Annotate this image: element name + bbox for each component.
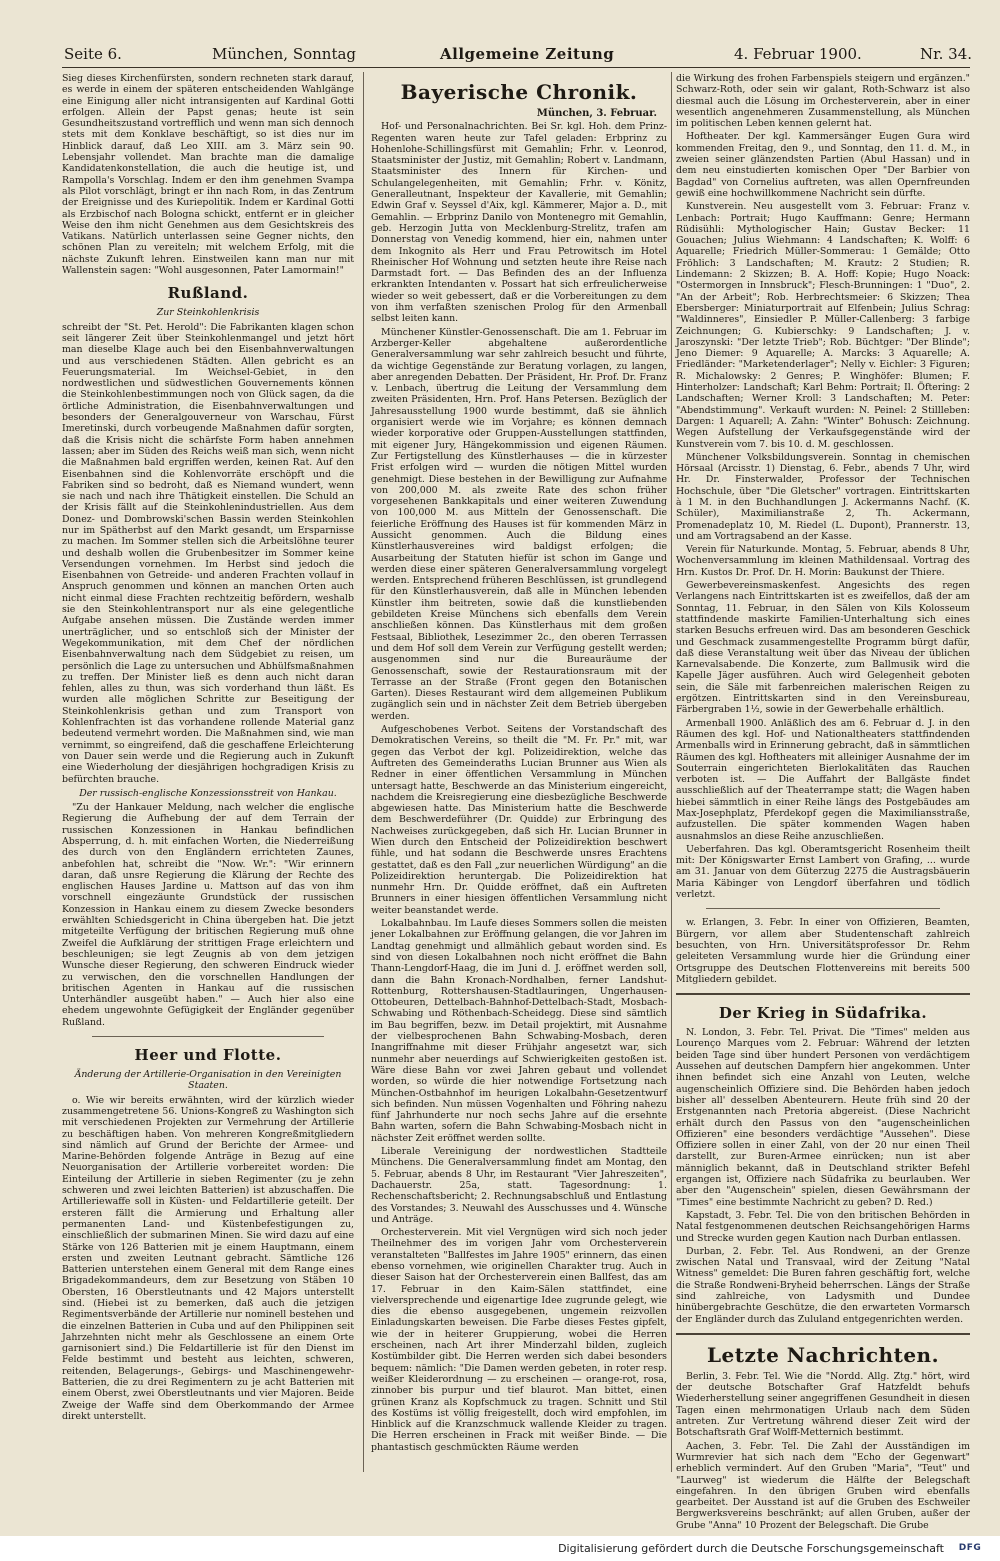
paper-title: Allgemeine Zeitung [440, 45, 615, 63]
article-text: Kunstverein. Neu ausgestellt vom 3. Februar: Franz v. Lenbach: Portrait; Hugo Kauffmann: Genre; Hermann Rüdisühli: Mythologischer Hain; Gustav Becker: 11 Gouachen; Julius Wiehmann: 4 Landschaften; K. Wolff: 6 Aquarelle; Friedrich Müller-Sommerau: 1 Gemälde; Otto Fröhlich: 3 Landschaften; M. Krautz: 2 Studien; R. Lindemann: 2 Skizzen; B. A. Hoff: Kopie; Hugo Noack: "Ostermorgen in Innsbruck"; Flesch-Brunningen: 1 "Duo", 2. "An der Arbeit"; Rob. Herbrechtsmeier: 6 Skizzen; Thea Ebersberger: Miniaturportrait auf Elfenbein; Julius Schrag: "Waldinneres", Einsiedler P. Müller-Callenberg: 3 farbige Zeichnungen; G. Kubierschky: 9 Landschaften; J. v. Jaroszynski: "Der letzte Trieb"; Rob. Büchtger: "Der Blinde"; Jeno Diemer: 9 Aquarelle; A. Marcks: 3 Aquarelle; A. Friedländer: "Marketenderlager"; Nelly v. Eichler: 3 Figuren; R. Michalowsky: 2 Genres; P. Winghöfer: Blumen; F. Hinterholzer: Landschaft; Karl Behm: Portrait; Il. Öftering: 2 Landschaften; Werner Kroll: 3 Landschaften; M. Peter: "Abendstimmung". Verkauft wurden: N. Peinel: 2 Stillleben: Dargen: 1 Aquarell; A. Zahn: "Winter" Bohusch: Zeichnung. Wegen Aufstellung der Verkaufsgegenstände wird der Kunstverein vom 7. bis 10. d. M. geschlossen. [676, 201, 970, 450]
article-text: Verein für Naturkunde. Montag, 5. Februar, abends 8 Uhr, Wochenversammlung im kleinen Mathildensaal. Vortrag des Hrn. Kustos Dr. Prof. Dr. H. Morin: Baukunst der Thiere. [676, 544, 970, 578]
column-left [62, 73, 354, 1473]
article-subheading: Der russisch-englische Konzessionsstreit von Hankau. [79, 787, 337, 799]
article-text: Orchesterverein. Mit viel Vergnügen wird sich noch jeder Theilnehmer des im vorigen Jahr vom Orchesterverein veranstalteten "Ballfestes im Jahre 1905" erinnern, das einen ebenso vornehmen, wie originellen Charakter trug. Auch in dieser Saison hat der Orchesterverein einen Ballfest, das am 17. Februar in den Kaim-Sälen stattfindet, eine vielversprechende und eigenartige Idee zugrunde gelegt, wie dies die ebenso ausgegebenen, ungemein reizvollen Einladungskarten beweisen. Die Farbe dieses Festes gipfelt, wie der in heiterer Gruppierung, wobei die Herren erscheinen, nach Art ihrer Minderzahl bilden, zugleich Kostümbilder gibt. Die Herren werden sich dabei besonders bequem: nämlich: "Die Damen werden gebeten, in roter resp. weißer Kleiderordnung — zu erscheinen — orange-rot, rosa, zinnober bis purpur und tief blaurot. Man bittet, einen grünen Kranz als Kopfschmuck zu tragen. Schnitt und Stil des Kostüms ist völlig freigestellt, doch wird empfohlen, im Hinblick auf die Kranzschmuck wallende Kleider zu tragen. Die Herren erscheinen in Frack mit weißer Binde. — Die phantastisch geschmückten Räume werden [371, 1227, 667, 1453]
article-text: Hoftheater. Der kgl. Kammersänger Eugen Gura wird kommenden Freitag, den 9., und Sonntag, den 11. d. M., in zweien seiner glänzendsten Partien (Abul Hassan) und in dem neu einstudierten komischen Oper "Der Barbier von Bagdad" von Cornelius auftreten, was allen Opernfreunden gewiß eine hochwillkommene Nachricht sein dürfte. [676, 131, 970, 199]
dfg-logo [950, 1540, 990, 1556]
funding-credit: Digitalisierung gefördert durch die Deutsche Forschungsgemeinschaft [558, 1542, 944, 1555]
article-text: Aachen, 3. Febr. Tel. Die Zahl der Ausständigen im Wurmrevier hat sich nach dem "Echo der Gegenwart" erheblich vermindert. Auf den Gruben "Maria", "Teut" und "Laurweg" ist wiederum die Hälfte der Belegschaft eingefahren. In den übrigen Gruben wird ebenfalls gearbeitet. Der Ausstand ist auf die Gruben des Eschweiler Bergwerksvereins beschränkt; auf allen Gruben, außer der Grube "Anna" 10 Prozent der Belegschaft. Die Grube [676, 1440, 970, 1531]
dfg-logo-text: DFG [958, 1543, 982, 1553]
column-rule [671, 72, 672, 1472]
section-heading-krieg: Der Krieg in Südafrika. [718, 1004, 928, 1023]
section-divider [676, 1333, 970, 1335]
article-subheading: Änderung der Artillerie-Organisation in den Vereinigten Staaten. [74, 1069, 342, 1092]
place-day: München, Sonntag [212, 45, 357, 63]
issue-number: Nr. 34. [920, 45, 973, 63]
article-text: Münchener Künstler-Genossenschaft. Die am 1. Februar im Arzberger-Keller abgehaltene außerordentliche Generalversammlung war sehr zahlreich besucht und führte, da wichtige Gegenstände zur Beratung vorlagen, zu langen, aber anregenden Debatten. Der Präsident, Hr. Prof. Dr. Franz v. Lenbach, übertrug die Leitung der Versammlung dem zweiten Präsidenten, Hrn. Prof. Hans Petersen. Bezüglich der Jahresausstellung 1900 wurde bestimmt, daß sie ähnlich organisiert werde wie im Vorjahre; es können demnach wieder korporative oder Gruppen-Ausstellungen stattfinden, mit eigener Jury, Hängekommission und eigenen Räumen. Zur Fertigstellung des Künstlerhauses — die in kürzester Frist erfolgen wird — wurden die nötigen Mittel wurden genehmigt. Diese bestehen in der Bewilligung zur Aufnahme von 200,000 M. als zweite Rate des schon früher vorgesehenen Bankkapitals und einer weiteren Zuwendung von 100,000 M. aus Mitteln der Genossenschaft. Die feierliche Eröffnung des Hauses ist für kommenden März in Aussicht genommen. Auch die Bildung eines Künstlerhausvereines wird baldigst erfolgen; die Ausarbeitung der Statuten hiefür ist schon im Gange und werden diese einer späteren Generalversammlung vorgelegt werden. Entsprechend früheren Beschlüssen, ist grundlegend für den Künstlerhausverein, daß alle in München lebenden Künstler ihm beitreten, sowie daß die kunstliebenden gebildeten Kreise Münchens sich ebenfalls dem Verein anschließen können. Das Künstlerhaus mit dem großen Festsaal, Bibliothek, Lesezimmer 2c., den oberen Terrassen und dem Hof soll dem Verein zur Verfügung gestellt werden; ausgenommen sind nur die Bureauräume der Genossenschaft, sowie der Restaurationsraum mit der Terrasse an der Straße (Front gegen den Botanischen Garten). Dieses Restaurant wird dem allgemeinen Publikum zugänglich sein und in nächster Zeit dem Betrieb übergeben werden. [371, 326, 667, 722]
page-number: Seite 6. [64, 45, 122, 63]
article-subheading: Zur Steinkohlenkrisis [156, 307, 260, 319]
article-text: Münchener Volksbildungsverein. Sonntag in chemischen Hörsaal (Arcisstr. 1) Dienstag, 6. Febr., abends 7 Uhr, wird Hr. Dr. Finsterwalder, Professor der Technischen Hochschule, über "Die Gletscher" vortragen. Eintrittskarten à 1 M. in den Buchhandlungen J. Ackermanns Nachf. (K. Schüler), Maximilianstraße 2, Th. Ackermann, Promenadeplatz 10, M. Riedel (L. Dupont), Prannerstr. 13, und am Vortragsabend an der Kasse. [676, 451, 970, 542]
section-divider [676, 993, 970, 995]
article-text: Berlin, 3. Febr. Tel. Wie die "Nordd. Allg. Ztg." hört, wird der deutsche Botschafter Graf Hatzfeldt behufs Wiederherstellung seiner angegriffenen Gesundheit in diesen Tagen einen mehrmonatigen Urlaub nach dem Süden antreten. Zur Vertretung während dieser Zeit wird der Botschaftsrath Graf Wolff-Metternich bestimmt. [676, 1370, 970, 1439]
column-rule [363, 72, 364, 1472]
article-text: "Zu der Hankauer Meldung, nach welcher die englische Regierung die Aufhebung der auf dem Terrain der russischen Konzessionen in Hankau befindlichen Absperrung, d. h. mit einfachen Worten, die Niederreißung des durch von den Engländern errichteten Zaunes, anbefohlen hat, schreibt die "Now. Wr.": "Wir erinnern daran, daß unsre Regierung die Klärung der Rechte des englischen Hauses Jardine u. Mattson auf das von ihm vorschnell eingezäunte Grundstück der russischen Konzession in Hankau einem zu diesem Zwecke besonders erwählten Schiedsgericht in China übergeben hat. Die jetzt mitgeteilte Verfügung der britischen Regierung muß ohne Zweifel die Aufklärung der strittigen Frage erleichtern und beschleunigen; sie legt Zeugnis ab von dem jetzigen Wunsche dieser Regierung, den schweren Eindruck wieder zu verwischen, den die vorschnellen Handlungen der britischen Agenten in Hankau auf die russischen Unterhändler ausgeübt haben." — Auch hier also eine ehedem ungewohnte Gefügigkeit der Engländer gegenüber Rußland. [62, 802, 354, 1028]
article-text: N. London, 3. Febr. Tel. Privat. Die "Times" melden aus Lourenço Marques vom 2. Februar: Während der letzten beiden Tage sind über hundert Personen von verdächtigem Aussehen auf deutschen Dampfern hier angekommen. Unter ihnen befindet sich eine Anzahl von Leuten, welche augenscheinlich Offiziere sind. Die Behörden haben jedoch bisher all' desselben Abenteurern. Heute früh sind 20 der Erstgenannten nach Pretoria abgereist. (Diese Nachricht erhält durch den Passus von den "augenscheinlichen Offizieren" eine besonders verdächtige "Aussehen". Diese Offiziere sollen in einer Zahl, von der 20 nur einen Theil darstellt, zur Buren-Armee einrücken; nun ist aber männiglich bekannt, daß in Deutschland strikter Befehl ergangen ist, Offiziere nach Südafrika zu beurlauben. Wer aber den "Augenschein" spielen, diesen Gewährsmann der "Times" eine bestimmte Nachricht zu geben? D. Red.) [676, 1027, 970, 1208]
article-text: Aufgeschobenes Verbot. Seitens der Vorstandschaft des Demokratischen Vereins, so theilt die "M. Fr. Pr." mit, war gegen das Verbot der kgl. Polizeidirektion, welche das Auftreten des Gemeinderaths Lucian Brunner aus Wien als Redner in einer öffentlichen Versammlung in München untersagt hatte, Beschwerde an das Ministerium eingereicht, nachdem die Kreisregierung eine diesbezügliche Beschwerde abgewiesen hatte. Das Ministerium hatte die Beschwerde dem Beschwerdeführer (Dr. Quidde) zur Erbringung des Nachweises zurückgegeben, daß sich Hr. Lucian Brunner in Wien durch den Entscheid der Polizeidirektion beschwert fühle, und hat sodann die Beschwerde unsres Erachtens gestattet, daß es den Fall „zur neuerlichen Würdigung" an die Polizeidirektion heruntergab. Die Polizeidirektion hat nunmehr Hrn. Dr. Quidde eröffnet, daß ein Auftreten Brunners in einer hiesigen öffentlichen Versammlung nicht weiter beanstandet werde. [371, 724, 667, 916]
issue-date: 4. Februar 1900. [734, 45, 862, 63]
article-text: Lokalbahnbau. Im Laufe dieses Sommers sollen die meisten jener Lokalbahnen zur Eröffnung gelangen, die vor Jahren im Landtag genehmigt und allmählich gebaut worden sind. Es sind von diesen Lokalbahnen noch nicht eröffnet die Bahn Thann-Lengdorf-Haag, die im Juni d. J. eröffnet werden soll, dann die Bahn Kronach-Nordhalben, ferner Landshut-Rottenburg, Rottershausen-Stadtlauringen, Ungerhausen-Ottobeuren, Dettelbach-Bahnhof-Dettelbach-Stadt, Mosbach-Schwabing und Röthenbach-Scheidegg. Diese sind sämtlich im Bau begriffen, bezw. im Detail projektirt, mit Ausnahme der vielbesprochenen Bahn Schwabing-Mosbach, deren Inangriffnahme mit dieser Frühjahr angesetzt war, sich nunmehr aber neuerdings auf Schwierigkeiten gestoßen ist. Wäre diese Bahn vor zwei Jahren gebaut und vollendet worden, so würde die hier notwendige Fortsetzung nach München-Ostbahnhof im heurigen Lokalbahn-Gesetzentwurf sich befinden. Nun müssen Vogenhalten und Föhring nahezu fünf Jahrhunderte nur noch sechs Jahre auf die ersehnte Bahn warten, sofern die Bahn Schwabing-Mosbach nicht in nächster Zeit eröffnet werden sollte. [371, 918, 667, 1144]
article-text: Hof- und Personalnachrichten. Bei Sr. kgl. Hoh. dem Prinz-Regenten waren heute zur Tafel geladen: Erbprinz zu Hohenlohe-Schillingsfürst mit Gemahlin; Frhr. v. Leonrod, Staatsminister der Justiz, mit Gemahlin; Robert v. Landmann, Staatsminister des Innern für Kirchen- und Schulangelegenheiten, mit Gemahlin; Frhr. v. Könitz, Generalleutnant, Inspekteur der Kavallerie, mit Gemahlin; Edwin Graf v. Seyssel d'Aix, kgl. Kämmerer, Major a. D., mit Gemahlin. — Erbprinz Danilo von Montenegro mit Gemahlin, geb. Herzogin Jutta von Mecklenburg-Strelitz, trafen am Donnerstag von Venedig kommend, hier ein, nahmen unter dem Inkognito als Herr und Frau Petrowitsch im Hotel Rheinischer Hof Wohnung und setzten heute ihre Reise nach Darmstadt fort. — Das Befinden des an der Influenza erkrankten Intendanten v. Possart hat sich erfreulicherweise wieder so weit gebessert, daß er die Vorbereitungen zu dem von ihm verfaßten szenischen Prolog für den Armenball selbst leiten kann. [371, 121, 667, 325]
digitization-footer [0, 1536, 1000, 1561]
section-heading-russland: Rußland. [167, 284, 249, 303]
section-heading-heer: Heer und Flotte. [134, 1046, 282, 1065]
article-text: Kapstadt, 3. Febr. Tel. Die von den britischen Behörden in Natal festgenommenen deutschen Reichsangehörigen Harms und Strecke wurden gegen Kaution nach Durban entlassen. [676, 1209, 970, 1244]
column-right [676, 73, 970, 1531]
section-divider [92, 1036, 324, 1037]
article-text: w. Erlangen, 3. Febr. In einer von Offizieren, Beamten, Bürgern, vor allem aber Studentenschaft zahlreich besuchten, von Hrn. Universitätsprofessor Dr. Rehm geleiteten Versammlung wurde hier die Gründung einer Ortsgruppe des Deutschen Flottenvereins mit bereits 500 Mitgliedern gebildet. [676, 917, 970, 985]
article-text: Gewerbevereinsmaskenfest. Angesichts des regen Verlangens nach Eintrittskarten ist es zweifellos, daß der am Sonntag, 11. Februar, in den Sälen von Kils Kolosseum stattfindende maskirte Familien-Unterhaltung sich eines starken Besuchs erfreuen wird. Das am besonderen Geschick und Geschmack zusammengestellte Programm bürgt dafür, daß diese Veranstaltung weit über das Niveau der üblichen Karnevalsabende. Die Konzerte, zum Ballmusik wird die Kapelle Jäger ausführen. Auch wird Gelegenheit geboten sein, die Säle mit farbenreichen malerischen Reigen zu ergötzen. Eintrittskarten sind in den Vereinsbureau, Färbergraben 1½, sowie in der Gewerbehalle erhältlich. [676, 580, 970, 716]
article-text: Sieg dieses Kirchenfürsten, sondern rechneten stark darauf, es werde in einem der späteren entscheidenden Wahlgänge eine Einigung aller nicht intransigenten auf Kardinal Gotti erfolgen. Allein der Papst genas; heute ist sein Gesundheitszustand vortrefflich und wenn man sich dennoch stets mit dem Konklave beschäftigt, so ist dies nur im Hinblick darauf, daß Leo XIII. am 3. März sein 90. Lebensjahr vollendet. Man brachte man die damalige Kandidatenkonstellation, die auch die heutige ist, und Rampolla's Vorschlag. Indem er den ihm genehmen Svampa als Pilot vorschlägt, bringt er ihn nach Rom, in das Zentrum der Ereignisse und des Kuriepolitik. Indem er Kardinal Gotti als Erzbischof nach Bologna schickt, entfernt er in gleicher Weise den ihm nicht Genehmen aus dem Gesichtskreis des Vatikans. Natürlich unterlassen seine Gegner nichts, den schönen Plan zu vereiteln; mit welchem Erfolg, mit die nächste Zukunft lehren. Einstweilen kann man nur mit Wallenstein sagen: "Wohl ausgesonnen, Pater Lamormain!" [62, 73, 354, 277]
section-heading-bayerische-chronik: Bayerische Chronik. [400, 80, 638, 104]
article-text: schreibt der "St. Pet. Herold": Die Fabrikanten klagen schon seit längerer Zeit über Steinkohlenmangel und jetzt hört man dieselbe Klage auch bei den Eisenbahnverwaltungen und aus verschiedenen Städten. Allen gebricht es an Feuerungsmaterial. Im Weichsel-Gebiet, in den nordwestlichen und südwestlichen Gouvernements können die Steinkohlenbestimmungen noch von Glück sagen, da die örtliche Administration, die Eisenbahnverwaltungen und besonders der Generalgouverneur von Warschau, Fürst Imeretinski, durch vorbeugende Maßnahmen dafür sorgten, daß die Krisis nicht die schärfste Form haben annehmen lassen; aber im Süden des Reichs weiß man sich, wenn nicht die Maßnahmen bald ergriffen werden, keinen Rat. Auf den Eisenbahnen sind die Kohlenvorräte erschöpft und die Fabriken sind so bedroht, daß es Niemand wundert, wenn sie nach und nach ihre Thätigkeit einstellen. Die Schuld an der Krisis fällt auf die Steinkohlenindustriellen. Aus dem Donez- und Dombrowski'schen Bassin werden Steinkohlen nur im Spätherbst auf den Markt gesandt, um Ersparnisse zu machen. Im Sommer stellen sich die Arbeitslöhne teurer und deshalb wollen die Grubenbesitzer im Sommer keine Versendungen vornehmen. Im Herbst sind jedoch die Eisenbahnen von Getreide- und anderen Frachten vollauf in Anspruch genommen und können an manchen Orten auch nicht einmal diese Frachten rechtzeitig befördern, weshalb sie den Steinkohlentransport nur als eine gelegentliche Aufgabe ansehen müssen. Die Zustände werden immer unerträglicher, und so entschloß sich der Minister der Wegekommunikation, mit dem Chef der nördlichen Eisenbahnverwaltung nach dem Südgebiet zu reisen, um persönlich die Lage zu untersuchen und Abhülfsmaßnahmen zu treffen. Der Minister ließ es denn auch nicht daran fehlen, alles zu thun, was sich vorderhand thun läßt. Es wurden alle möglichen Schritte zur Beseitigung der Steinkohlenkrisis gethan und zum Transport von Kohlenfrachten ist das vorhandene rollende Material ganz bedeutend vermehrt worden. Die Maßnahmen sind, wie man vernimmt, so eingreifend, daß die geschaffene Erleichterung von Dauer sein werde und die Regierung auch in Zukunft eine Wiederholung der diesjährigen hochgradigen Krisis zu befürchten brauche. [62, 321, 354, 785]
masthead [62, 40, 973, 68]
article-text: Armenball 1900. Anläßlich des am 6. Februar d. J. in den Räumen des kgl. Hof- und Nationaltheaters stattfindenden Armenballs wird in Erinnerung gebracht, daß in sämmtlichen Räumen des kgl. Hoftheaters mit alleiniger Ausnahme der im Souterrain eingerichteten Bierlokalitäten das Rauchen verboten ist. — Die Auffahrt der Ballgäste findet ausschließlich auf der Theaterrampe statt; die Wagen haben hiebei sämmtlich in einer Reihe längs des Postgebäudes am Max-Josephplatz, Pferdekopf gegen die Maximiliansstraße, aufzustellen. Die später kommenden Wagen haben ausnahmslos an diese Reihe anzuschließen. [676, 717, 970, 842]
article-text: o. Wie wir bereits erwähnten, wird der kürzlich wieder zusammengetretene 56. Unions-Kongreß zu Washington sich mit verschiedenen Projekten zur Vermehrung der Artillerie zu beschäftigen haben. Von mehreren Kongreßmitgliedern sind nämlich auf Grund der Berichte der Armee- und Marine-Behörden folgende Anträge in Bezug auf eine Neuorganisation der Artillerie vorbereitet worden: Die Einteilung der Artillerie in sieben Regimenter (zu je zehn schweren und zwei leichten Batterien) ist abzuschaffen. Die Artilleriewaffe soll in Küsten- und Feldartillerie geteilt. Der ersteren fällt die Armierung und Erhaltung aller permanenten Land- und Küstenbefestigungen zu, einschließlich der submarinen Minen. Sie wird dazu auf eine Stärke von 126 Batterien mit je einem Hauptmann, einem ersten und zweiten Leutnant gebracht. Sämtliche 126 Batterien unterstehen einem General mit dem Range eines Brigadekommandeurs, dem zur Besetzung von Stäben 10 Obersten, 16 Oberstleutnants und 42 Majors unterstellt sind. (Hiebei ist zu bemerken, daß auch die jetzigen Regimentsverbände der Artillerie nur nominell bestehen und die einzelnen Batterien in Cuba und auf den Philippinen seit Jahrzehnten nicht mehr als Geschlossene an einem Orte garnisoniert sind.) Die Feldartillerie ist für den Dienst im Felde bestimmt und besteht aus leichten, schweren, reitenden, Belagerungs-, Gebirgs- und Maschinengewehr-Batterien, die zu drei Regimentern zu je acht Batterien mit einem Oberst, zwei Oberstleutnants und vier Majoren. Beide Zweige der Waffe sind dem Oberkommando der Armee direkt unterstellt. [62, 1094, 354, 1422]
article-text: die Wirkung des frohen Farbenspiels steigern und ergänzen." Schwarz-Roth, oder sein wir galant, Roth-Schwarz ist also diesmal auch die Lösung im Orchesterverein, aber in einer wesentlich angenehmeren Zusammenstellung, als München im politischen Leben kennen gelernt hat. [676, 73, 970, 130]
article-text: Ueberfahren. Das kgl. Oberamtsgericht Rosenheim theilt mit: Der Königswarter Ernst Lambert von Grafing, ... wurde am 31. Januar von dem Güterzug 2275 die Austragsbäuerin Maria Käbinger von Lengdorf überfahren und tödlich verletzt. [676, 843, 970, 901]
article-text: Durban, 2. Febr. Tel. Aus Rondweni, an der Grenze zwischen Natal und Transvaal, wird der Zeitung "Natal Witness" gemeldet: Die Buren fahren geschäftig fort, welche die Straße Rondweni-Bryheid beherrschen. Längs der Straße sind zahlreiche, von Ladysmith und Dundee hinübergebrachte Geschütze, die den erwarteten Vormarsch der Engländer durch das Zululand entgegenrichten werden. [676, 1245, 970, 1325]
section-divider [706, 908, 940, 909]
column-middle [371, 73, 667, 1473]
article-text: Liberale Vereinigung der nordwestlichen Stadtteile Münchens. Die Generalversammlung findet am Montag, den 5. Februar, abends 8 Uhr, im Restaurant "Vier Jahreszeiten", Dachauerstr. 25a, statt. Tagesordnung: 1. Rechenschaftsbericht; 2. Rechnungsabschluß und Entlastung des Vorstandes; 3. Neuwahl des Ausschusses und 4. Wünsche und Anträge. [371, 1146, 667, 1225]
section-heading-letzte-nachrichten: Letzte Nachrichten. [706, 1342, 940, 1367]
dateline: München, 3. Februar. [536, 108, 657, 119]
